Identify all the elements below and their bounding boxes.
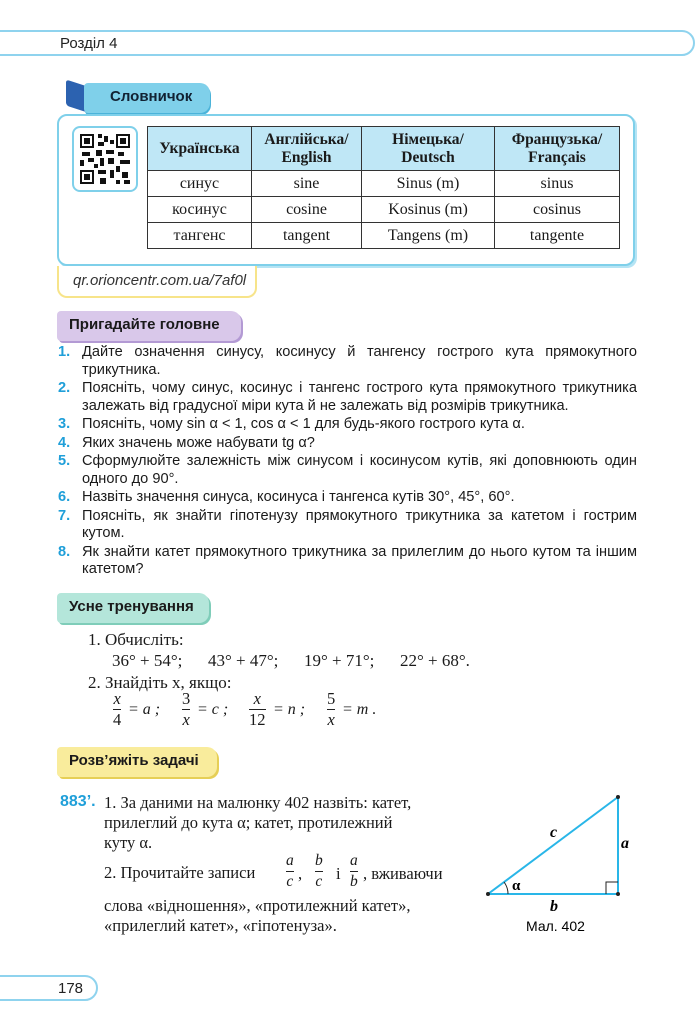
list-item — [52, 380, 637, 415]
fraction-denominator: c — [315, 873, 323, 890]
table-header-row — [148, 127, 620, 171]
column-header: Німецька/ Deutsch — [362, 127, 495, 171]
fraction-numerator: a — [350, 852, 358, 869]
page-number-box — [0, 975, 98, 1001]
fraction-separator: і — [336, 864, 341, 883]
expression: 43° + 47°; — [208, 651, 279, 670]
triangle-figure — [480, 788, 650, 938]
item-number: 4. — [58, 434, 71, 451]
fraction-denominator: c — [286, 873, 294, 890]
table-cell: sine — [252, 171, 362, 197]
item-number: 1. — [58, 344, 71, 360]
oral-task-1: 1. Обчисліть: — [88, 630, 184, 649]
task-line: прилеглий до кута α; катет, протилежний — [104, 813, 393, 832]
problems-tab — [57, 747, 217, 777]
list-item — [52, 453, 637, 488]
vertex-point — [486, 892, 490, 896]
expression: 36° + 54°; — [112, 651, 183, 670]
fraction-bar — [315, 871, 323, 872]
label-c: c — [550, 824, 558, 841]
fraction-rest: = c ; — [197, 701, 229, 718]
item-number: 6. — [58, 489, 71, 505]
expression: 19° + 71°; — [304, 651, 375, 670]
task-line: «прилеглий катет», «гіпотенуза». — [104, 916, 337, 935]
fraction-denominator: b — [350, 873, 358, 890]
qr-code-icon[interactable] — [72, 126, 138, 192]
fraction-numerator: 3 — [182, 689, 191, 708]
fraction-numerator: x — [253, 689, 261, 708]
table-row — [148, 223, 620, 249]
right-angle-mark — [606, 882, 618, 894]
section-title: Розділ 4 — [60, 35, 118, 52]
item-text: Поясніть, чому синус, косинус і тангенс гострого кута прямокутного трикутника залежать від градусної міри кута й не залежать від розмірів трикутника. — [82, 380, 637, 414]
list-item — [52, 508, 637, 543]
fraction-denominator: 12 — [249, 710, 266, 729]
fraction-bar — [350, 871, 358, 872]
vertex-point — [616, 795, 620, 799]
fraction-rest: = m . — [342, 701, 377, 718]
item-number: 5. — [58, 453, 71, 469]
fraction — [182, 690, 190, 729]
fraction-rest: = n ; — [273, 701, 306, 718]
qr-link-text[interactable]: qr.orioncentr.com.ua/7af0l — [73, 272, 247, 289]
item-text: Як знайти катет прямокутного трикутника за прилеглим до нього кутом та іншим катетом? — [82, 543, 637, 577]
oral-task-2: 2. Знайдіть x, якщо: — [88, 673, 232, 692]
table-cell: tangent — [252, 223, 362, 249]
table-cell: синус — [148, 171, 252, 197]
column-header: Французька/ Français — [495, 127, 620, 171]
qr-code-graphic — [80, 134, 130, 184]
fraction — [286, 852, 294, 891]
expression: 22° + 68°. — [400, 651, 470, 670]
oral-training-title: Усне тренування — [69, 598, 194, 615]
item-text: Сформулюйте залежність між синусом і косинусом кутів, які доповнюють один одного до 90°. — [82, 453, 637, 487]
list-item — [52, 416, 637, 434]
fraction-bar — [286, 871, 294, 872]
problems-title: Розв’яжіть задачі — [69, 752, 199, 769]
list-item — [52, 344, 637, 379]
task-line: 2. Прочитайте записи — [104, 863, 256, 882]
task-line: слова «відношення», «протилежний катет», — [104, 896, 411, 915]
table-cell: tangente — [495, 223, 620, 249]
angle-arc — [504, 882, 508, 894]
oral-training-tab — [57, 593, 209, 623]
fraction-rest: = a ; — [128, 701, 161, 718]
fraction-separator: , вживаючи — [363, 864, 443, 883]
fraction-numerator: a — [286, 852, 294, 869]
table-cell: cosine — [252, 197, 362, 223]
label-alpha: α — [512, 878, 521, 894]
figure-caption: Мал. 402 — [526, 918, 585, 934]
item-text: Поясніть, чому sin α < 1, cos α < 1 для будь-якого гострого кута α. — [82, 416, 525, 432]
table-row — [148, 197, 620, 223]
section-header — [0, 30, 695, 56]
item-text: Поясніть, як знайти гіпотенузу прямокутного трикутника за катетом і гострим кутом. — [82, 507, 637, 541]
fraction-numerator: 5 — [327, 689, 336, 708]
fraction-numerator: b — [315, 852, 323, 869]
fraction-denominator: x — [182, 710, 190, 729]
label-a: a — [621, 835, 629, 852]
fraction-denominator: 4 — [113, 710, 122, 729]
fraction-denominator: x — [327, 710, 335, 729]
recall-title: Пригадайте головне — [69, 316, 220, 333]
item-text: Яких значень може набувати tg α? — [82, 434, 315, 451]
fraction — [327, 690, 335, 729]
table-row — [148, 171, 620, 197]
item-text: Дайте означення синусу, косинусу й тангенсу гострого кута прямокутного трикутника. — [82, 344, 637, 378]
table-cell: Sinus (m) — [362, 171, 495, 197]
fraction-separator: , — [298, 864, 303, 883]
item-number: 7. — [58, 507, 71, 524]
task-number: 883’. — [60, 793, 96, 810]
item-number: 3. — [58, 416, 71, 432]
table-cell: тангенс — [148, 223, 252, 249]
fraction-numerator: x — [113, 689, 121, 708]
table-cell: Tangens (m) — [362, 223, 495, 249]
list-item — [52, 544, 637, 579]
label-b: b — [550, 898, 558, 915]
item-number: 2. — [58, 380, 71, 396]
dictionary-tab — [84, 83, 210, 113]
page-number: 178 — [58, 980, 84, 997]
list-item — [52, 489, 637, 507]
fraction — [113, 690, 121, 729]
fraction — [249, 690, 266, 729]
fraction — [315, 852, 323, 891]
table-cell: косинус — [148, 197, 252, 223]
recall-tab — [57, 311, 241, 341]
task-line: куту α. — [104, 833, 153, 852]
dictionary-table — [147, 126, 620, 249]
list-item — [52, 435, 637, 453]
dictionary-title: Словничок — [110, 88, 193, 105]
item-number: 8. — [58, 543, 71, 560]
fraction — [350, 852, 358, 891]
table-cell: cosinus — [495, 197, 620, 223]
recall-list — [52, 344, 637, 580]
hypotenuse-line — [488, 797, 618, 894]
table-cell: Kosinus (m) — [362, 197, 495, 223]
column-header: Українська — [148, 127, 252, 171]
vertex-point — [616, 892, 620, 896]
column-header: Англійська/ English — [252, 127, 362, 171]
qr-link-box[interactable] — [57, 266, 257, 298]
task-line: 1. За даними на малюнку 402 назвіть: катет, — [104, 793, 412, 812]
item-text: Назвіть значення синуса, косинуса і тангенса кутів 30°, 45°, 60°. — [82, 489, 515, 505]
table-cell: sinus — [495, 171, 620, 197]
